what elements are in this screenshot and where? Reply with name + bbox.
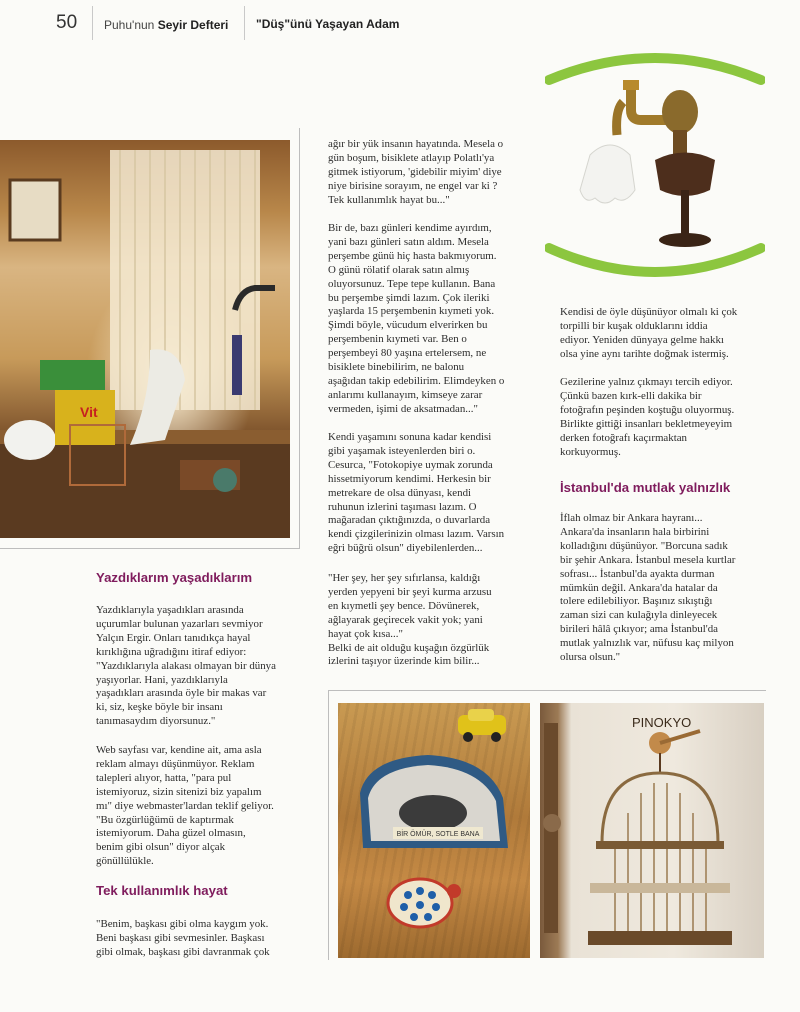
turtle-plaque-photo: [338, 703, 530, 958]
body-paragraph: Gezilerine yalnız çıkmayı tercih ediyor. Çünkü bazen kırk-elli dakika bir fotoğrafın peşinden koştuğu oluyormuş. Birlikte gittiği insanları bekletmeyeyim derken fotoğrafı kaçırmaktan korkuyormuş.: [560, 376, 735, 458]
body-paragraph: İflah olmaz bir Ankara hayranı... Ankara'da insanların hala birbirini kolladığını düşünüyor. "Borcuna sadık bir şehir Ankara. İstanbul mesela kurtlar sofrası... İstanbul'da ayakta durman mümkün değil. Ankara'da hatalar da tolere edilebiliyor. Başınız sıkıştığı zaman sizi can kulağıyla dinleyecek birileri hâlâ çıkıyor; ama İstanbul'da mutlak yalnızlık var, nüfusu kaç milyon olursa olsun.": [560, 512, 736, 664]
magazine-name-bold: Seyir Defteri: [157, 18, 229, 32]
body-paragraph: Yazdıklarıyla yaşadıkları arasında uçurumlar bulunan yazarları sevmiyor Yalçın Ergir. Onları tanıdıkça hayal kırıklığına uğradığını itiraf ediyor: "Yazdıklarıyla alakası olmayan bir dünya yaşıyorlar. Hani, yazdıklarıyla yaşadıkları arasında öyle bir makas var ki, siz, keşke böyle bir insanı tanımasaydım diyorsunuz.": [96, 604, 276, 728]
plaque-caption: BİR ÖMÜR, SOTLE BANA: [396, 831, 480, 838]
shop-interior-photo: [0, 140, 290, 538]
body-paragraph: Kendi yaşamını sonuna kadar kendisi gibi yaşamak isteyenlerden biri o. Cesurca, "Fotokopiye uymak zorunda hissetmiyorum kendimi. Herkesin bir metrekare de olsa dünyası, kendi ruhunun izlerini taşıması lazım. O mağaradan çıktığınızda, o duvarlarda kendi çizgilerinizin olması lazım. Varsın eğri büğrü olsun" diyebilenlerden...: [328, 431, 505, 555]
body-paragraph: Kendisi de öyle düşünüyor olmalı ki çok torpilli bir kuşak olduklarını iddia ediyor. Yeniden dünyaya gelme hakkı olsa yine aynı tarihte doğmak istermiş.: [560, 306, 738, 360]
body-paragraph: "Benim, başkası gibi olma kaygım yok. Beni başkası gibi sevmesinler. Başkası gibi olmak, başkası gibi davranmak çok: [96, 918, 270, 958]
photo-frame-line: [0, 548, 300, 549]
body-paragraph: Bir de, bazı günleri kendime ayırdım, yani bazı günleri satın aldım. Mesela perşembe günü hiç hasta bakmıyorum. O günü rölatif olarak satın almış oluyorsunuz. Tepe tepe kullanın. Bana bu perşembe şimdi lazım. Çok ileriki yaşlarda 15 perşembenin kıymeti yok. Şimdi böyle, vücudum elverirken bu perşembenin kıymeti var. Ben o perşembeyi 80 yaşına ertelersem, ne bisiklete binebilirim, ne balonu aşağıdan takip edebilirim. Elimdeyken o anlarımı kullanayım, kimseye zarar vermeden, işimi de aksatmadan...": [328, 222, 505, 415]
magazine-section-name: [104, 18, 228, 32]
pinokyo-sign: PINOKYO: [632, 715, 692, 730]
birdcage-photo: [540, 703, 764, 958]
photo-frame-line: [299, 128, 300, 549]
birdcage-illustration: [540, 703, 764, 958]
faucet-lamp-photo: [545, 40, 765, 290]
faucet-lamp-illustration: [545, 40, 765, 290]
body-paragraph: "Her şey, her şey sıfırlansa, kaldığı yerden yepyeni bir şeyi kurma arzusu en kıymetli şey bence. Dövünerek, ağlayarak geçirecek vakit yok; yani hayat çok kısa..." Belki de ait olduğu kuşağın özgürlük izlerini taşıyor üzerinde kim bilir...: [328, 572, 492, 668]
page-number: 50: [56, 12, 78, 33]
photo-frame-line: [328, 690, 329, 960]
header-divider: [244, 6, 245, 40]
body-paragraph: ağır bir yük insanın hayatında. Mesela o gün boşum, bisiklete atlayıp Polatlı'ya gitmek istiyorum, 'gidebilir miyim' diye niye birisine sorayım, ne engel var ki ? Tek kullanımlık hayat bu...": [328, 138, 504, 206]
section-heading-istanbul: İstanbul'da mutlak yalnızlık: [560, 480, 731, 495]
section-heading-tek-kullanimlik: Tek kullanımlık hayat: [96, 883, 228, 898]
article-title: "Düş"ünü Yaşayan Adam: [256, 17, 400, 31]
turtle-plaque-illustration: [338, 703, 530, 958]
magazine-name: Puhu'nun: [104, 18, 155, 32]
body-paragraph: Web sayfası var, kendine ait, ama asla reklam almayı düşünmüyor. Reklam talepleri alıyor, hatta, "para pul istemiyoruz, sizin sitenizi biz yapalım mı" diye webmaster'lardan teklif geliyor. "Bu özgürlüğümü de kaptırmak istemiyorum. Daha güzel olmasın, benim gibi olsun" diyor alçak gönüllülükle.: [96, 744, 274, 868]
svg-text:Vit: Vit: [80, 404, 98, 420]
header-divider: [92, 6, 93, 40]
section-heading-yazdiklarim: Yazdıklarım yaşadıklarım: [96, 570, 253, 585]
shop-interior-illustration: [0, 140, 290, 538]
photo-frame-line: [328, 690, 766, 691]
